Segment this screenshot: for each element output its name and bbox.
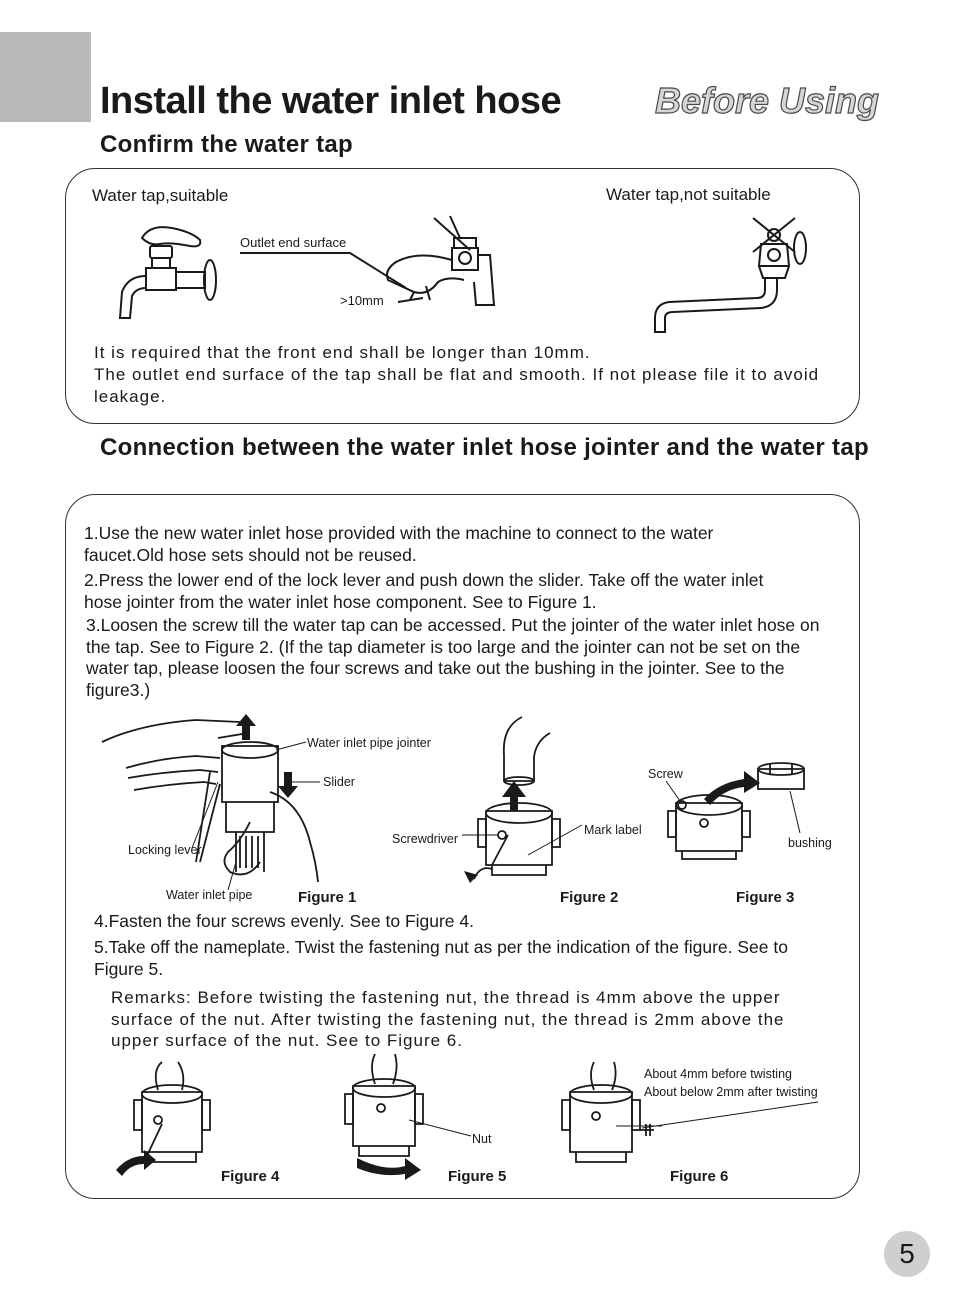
fig2-mark-label: Mark label [584,823,642,837]
figure-5-illustration [335,1050,475,1180]
fig2-screwdriver-label: Screwdriver [392,832,458,846]
figure-6-caption: Figure 6 [670,1168,729,1185]
fig3-screw-label: Screw [648,767,683,781]
step-3: 3.Loosen the screw till the water tap can be accessed. Put the jointer of the water inlet hose on the tap. See to Figure 2. (If the tap diameter is too large and the jointer can not be set on the water tap, please loosen the four screws and take out the bushing in the jointer. See to the figure3.) [86,615,820,700]
outlet-label: Outlet end surface [240,235,347,250]
page-number: 5 [884,1231,930,1277]
unsuitable-tap-illustration [645,210,815,340]
figure-3-caption: Figure 3 [736,889,795,906]
length-label: >10mm [340,293,384,308]
fig6-after-label: About below 2mm after twisting [644,1085,818,1099]
step-4: 4.Fasten the four screws evenly. See to Figure 4. [94,911,475,931]
figure-5-caption: Figure 5 [448,1168,507,1185]
suitable-tap-illustration [110,220,225,325]
fig5-nut-label: Nut [472,1132,492,1146]
figure-6-leader-line [640,1100,820,1130]
outlet-tap-illustration [238,210,503,315]
figure-2-illustration [462,715,592,890]
step-2: 2.Press the lower end of the lock lever and push down the slider. Take off the water inlet hose jointer from the water inlet hose component. See to Figure 1. [84,570,764,612]
fig3-bushing-label: bushing [788,836,832,850]
step-5: 5.Take off the nameplate. Twist the fastening nut as per the indication of the figure. See to Figure 5. [94,937,788,979]
suitable-label: Water tap,suitable [92,186,229,205]
fig1-lever-label: Locking lever [128,843,202,857]
page-title: Install the water inlet hose [100,80,562,122]
fig1-pipe-label: Water inlet pipe [166,888,253,902]
figure-1-illustration [100,712,330,887]
tap-note-1: It is required that the front end shall be longer than 10mm. [94,343,591,362]
tap-note-2: The outlet end surface of the tap shall be flat and smooth. If not please file it to avoid leakage. [94,365,820,406]
tap-heading: Confirm the water tap [100,131,353,158]
figure-4-illustration [112,1060,222,1180]
figure-2-caption: Figure 2 [560,889,619,906]
fig6-before-label: About 4mm before twisting [644,1067,792,1081]
not-suitable-label: Water tap,not suitable [606,185,771,204]
fig1-slider-label: Slider [323,775,355,789]
corner-tab [0,32,91,122]
connection-heading: Connection between the water inlet hose jointer and the water tap [100,434,869,461]
remarks: Remarks: Before twisting the fastening nut, the thread is 4mm above the upper surface of the nut. After twisting the fastening nut, the thread is 2mm above the upper surface of the nut. See to Figure 6. [111,988,785,1050]
step-1: 1.Use the new water inlet hose provided with the machine to connect to the water faucet.Old hose sets should not be reused. [84,523,714,565]
figure-4-caption: Figure 4 [221,1168,280,1185]
figure-1-caption: Figure 1 [298,889,357,906]
section-tag: Before Using [655,80,880,121]
fig1-jointer-label: Water inlet pipe jointer [307,736,431,750]
